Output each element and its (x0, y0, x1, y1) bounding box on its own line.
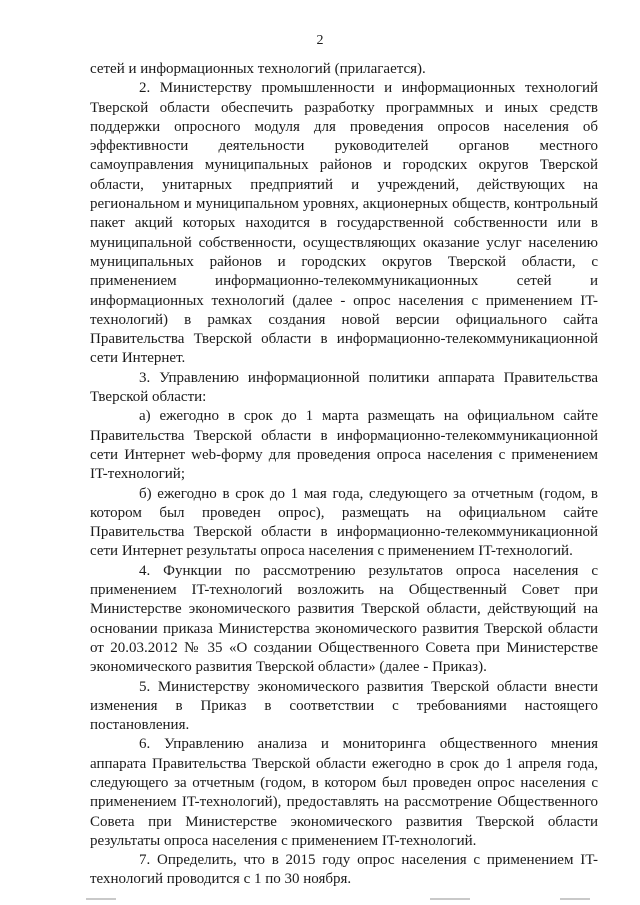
paragraph-item-7: 7. Определить, что в 2015 году опрос населения с применением IT-технологий проводится с 1 по 30 ноября. (90, 852, 598, 888)
paragraph-item-2: 2. Министерству промышленности и информационных технологий Тверской области обеспечить разработку программных и иных средств поддержки опросного модуля для проведения опросов населения об эффективности деятельности руководителей органов местного самоуправления муниципальных районов и городских округов Тверской области, унитарных предприятий и учреждений, действующих на региональном и муниципальном уровнях, акционерных обществ, контрольный пакет акций которых находится в государственной собственности или в муниципальной собственности, осуществляющих оказание услуг населению муниципальных районов и городских округов Тверской области, с применением информационно-телекоммуникационных сетей и информационных технологий (далее - опрос населения с применением IT-технологий) в рамках создания новой версии официального сайта Правительства Тверской области в информационно-телекоммуникационной сети Интернет. (90, 80, 598, 367)
scan-artifact-line (86, 898, 116, 900)
paragraph-continuation: сетей и информационных технологий (прилагается). (90, 61, 426, 77)
document-body (90, 60, 598, 890)
paragraph-item-5: 5. Министерству экономического развития Тверской области внести изменения в Приказ в соответствии с требованиями настоящего постановления. (90, 678, 598, 734)
paragraph-item-3: 3. Управлению информационной политики аппарата Правительства Тверской области: (90, 369, 598, 406)
paragraph-item-3b: б) ежегодно в срок до 1 мая года, следующего за отчетным (годом, в котором был проведен опрос), размещать на официальном сайте Правительства Тверской области в информационно-телекоммуникационной сети Интернет результаты опроса населения с применением IT-технологий. (90, 485, 598, 560)
scan-artifact-line (430, 898, 470, 900)
page-number: 2 (316, 33, 324, 48)
paragraph-item-6: 6. Управлению анализа и мониторинга общественного мнения аппарата Правительства Тверской области ежегодно в срок до 1 апреля года, следующего за отчетным (годом, в котором был проведен опрос населения с применением IT-технологий), предоставлять на рассмотрение Общественного Совета при Министерстве экономического развития Тверской области результаты опроса населения с применением IT-технологий. (90, 736, 598, 849)
paragraph-item-4: 4. Функции по рассмотрению результатов опроса населения с применением IT-технологий возложить на Общественный Совет при Министерстве экономического развития Тверской области, действующий на основании приказа Министерства экономического развития Тверской области от 20.03.2012 № 35 «О создании Общественного Совета при Министерстве экономического развития Тверской области» (далее - Приказ). (90, 562, 598, 676)
paragraph-item-3a: а) ежегодно в срок до 1 марта размещать на официальном сайте Правительства Тверской области в информационно-телекоммуникационной сети Интернет web-форму для проведения опроса населения с применением IT-технологий; (90, 408, 598, 483)
scan-artifact-line (560, 898, 590, 900)
